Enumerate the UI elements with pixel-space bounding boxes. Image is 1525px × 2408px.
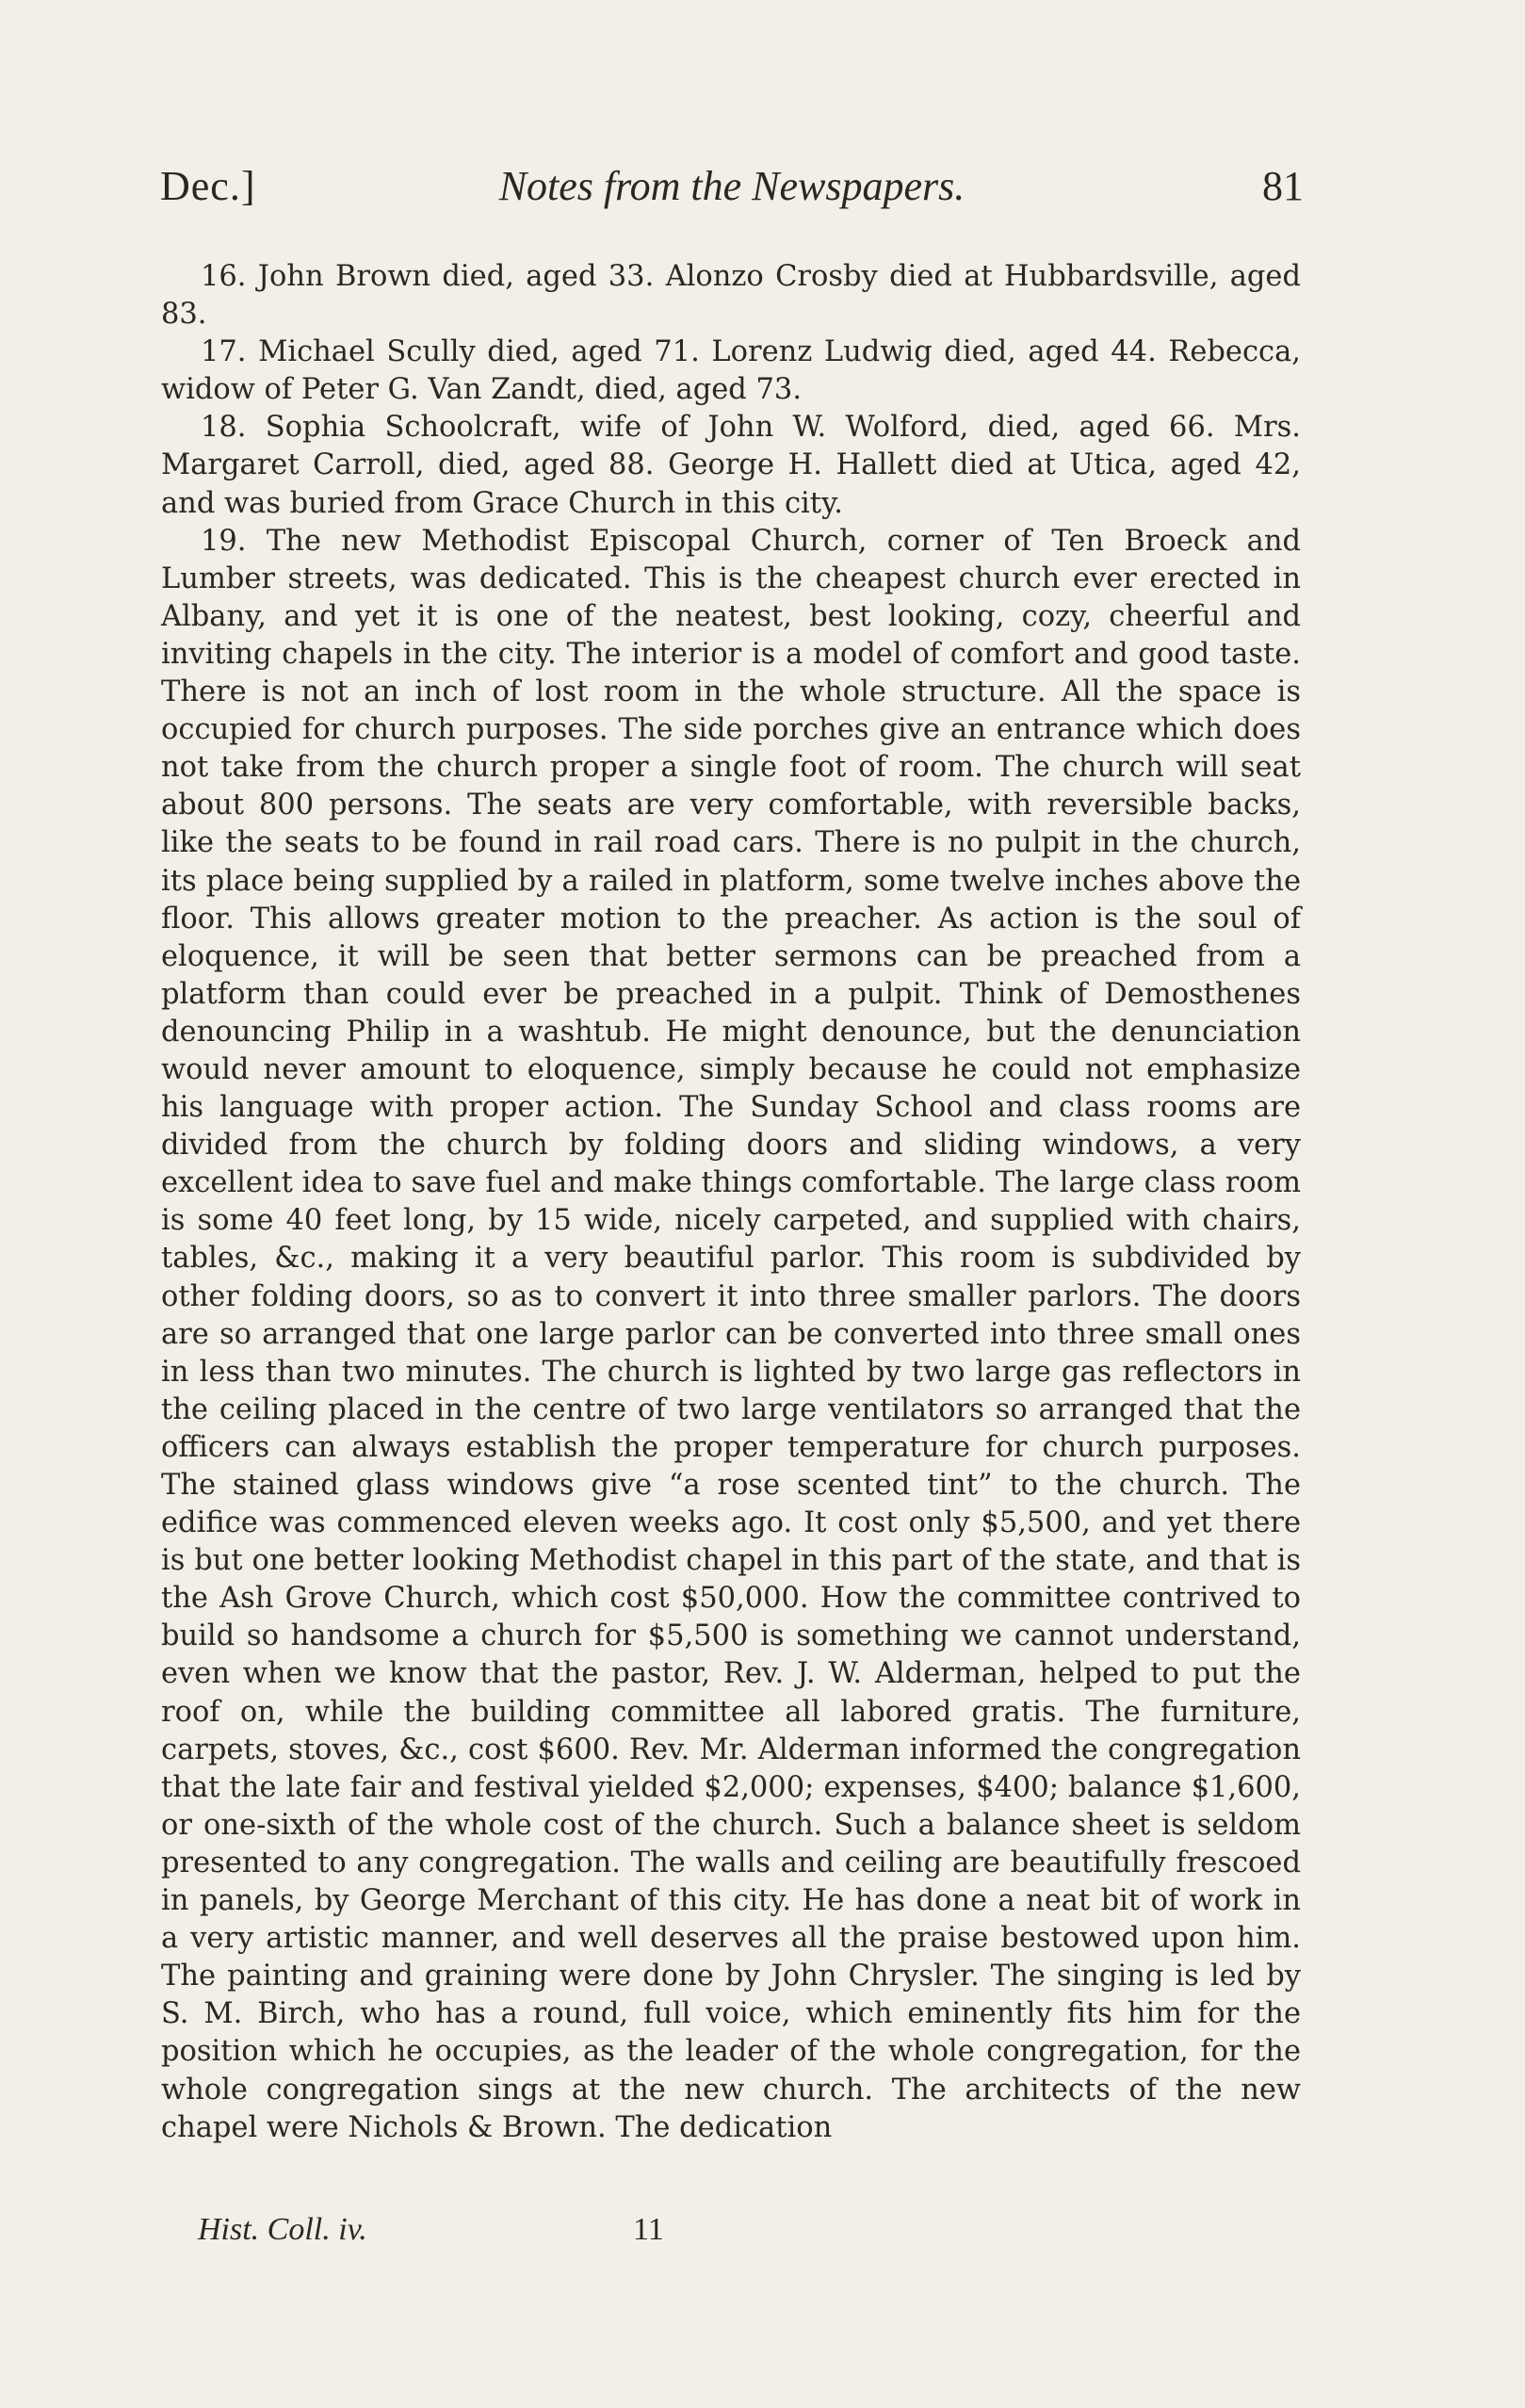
paragraph-17: 17. Michael Scully died, aged 71. Lorenz Ludwig died, aged 44. Rebecca, widow of Peter G. Van Zandt, died, aged 73. <box>161 335 1301 407</box>
running-title: Notes from the Newspapers. <box>498 163 965 209</box>
signature-mark: Hist. Coll. iv. <box>198 2212 367 2247</box>
running-header-left: Dec.] <box>160 163 256 209</box>
signature-number: 11 <box>633 2212 664 2247</box>
paragraph-19: 19. The new Methodist Episcopal Church, corner of Ten Broeck and Lumber streets, was dedicated. This is the cheapest church ever erected in Albany, and yet it is one of the neatest, best looking, cozy, cheerful and inviting chapels in the city. The interior is a model of comfort and good taste. There is not an inch of lost room in the whole structure. All the space is occupied for church purposes. The side porches give an entrance which does not take from the church proper a single foot of room. The church will seat about 800 persons. The seats are very comfortable, with reversible backs, like the seats to be found in rail road cars. There is no pulpit in the church, its place being supplied by a railed in platform, some twelve inches above the floor. This allows greater motion to the preacher. As action is the soul of eloquence, it will be seen that better sermons can be preached from a platform than could ever be preached in a pulpit. Think of Demosthenes denouncing Philip in a washtub. He might denounce, but the denunciation would never amount to eloquence, simply because he could not emphasize his language with proper action. The Sunday School and class rooms are divided from the church by folding doors and sliding windows, a very excellent idea to save fuel and make things comfortable. The large class room is some 40 feet long, by 15 wide, nicely carpeted, and supplied with chairs, tables, &c., making it a very beautiful parlor. This room is subdivided by other folding doors, so as to convert it into three smaller parlors. The doors are so arranged that one large parlor can be converted into three small ones in less than two minutes. The church is lighted by two large gas reflectors in the ceiling placed in the centre of two large ventilators so arranged that the officers can always establish the proper temperature for church purposes. The stained glass windows give “a rose scented tint” to the church. The edifice was commenced eleven weeks ago. It cost only $5,500, and yet there is but one better looking Methodist chapel in this part of the state, and that is the Ash Grove Church, which cost $50,000. How the committee contrived to build so handsome a church for $5,500 is something we cannot understand, even when we know that the pastor, Rev. J. W. Alderman, helped to put the roof on, while the building committee all labored gratis. The furniture, carpets, stoves, &c., cost $600. Rev. Mr. Alderman informed the congregation that the late fair and festival yielded $2,000; expenses, $400; balance $1,600, or one-sixth of the whole cost of the church. Such a balance sheet is seldom presented to any congregation. The walls and ceiling are beautifully frescoed in panels, by George Merchant of this city. He has done a neat bit of work in a very artistic manner, and well deserves all the praise bestowed upon him. The painting and graining were done by John Chrysler. The singing is led by S. M. Birch, who has a round, full voice, which eminently fits him for the position which he occupies, as the leader of the whole congregation, for the whole congregation sings at the new church. The architects of the new chapel were Nichols & Brown. The dedication <box>161 524 1301 2144</box>
page-body <box>161 258 1301 2147</box>
paragraph-18: 18. Sophia Schoolcraft, wife of John W. Wolford, died, aged 66. Mrs. Margaret Carroll, died, aged 88. George H. Hallett died at Utica, aged 42, and was buried from Grace Church in this city. <box>161 411 1301 520</box>
running-header <box>160 162 1304 219</box>
paragraph-16: 16. John Brown died, aged 33. Alonzo Crosby died at Hubbardsville, aged 83. <box>161 260 1301 332</box>
page-number: 81 <box>1262 163 1304 209</box>
